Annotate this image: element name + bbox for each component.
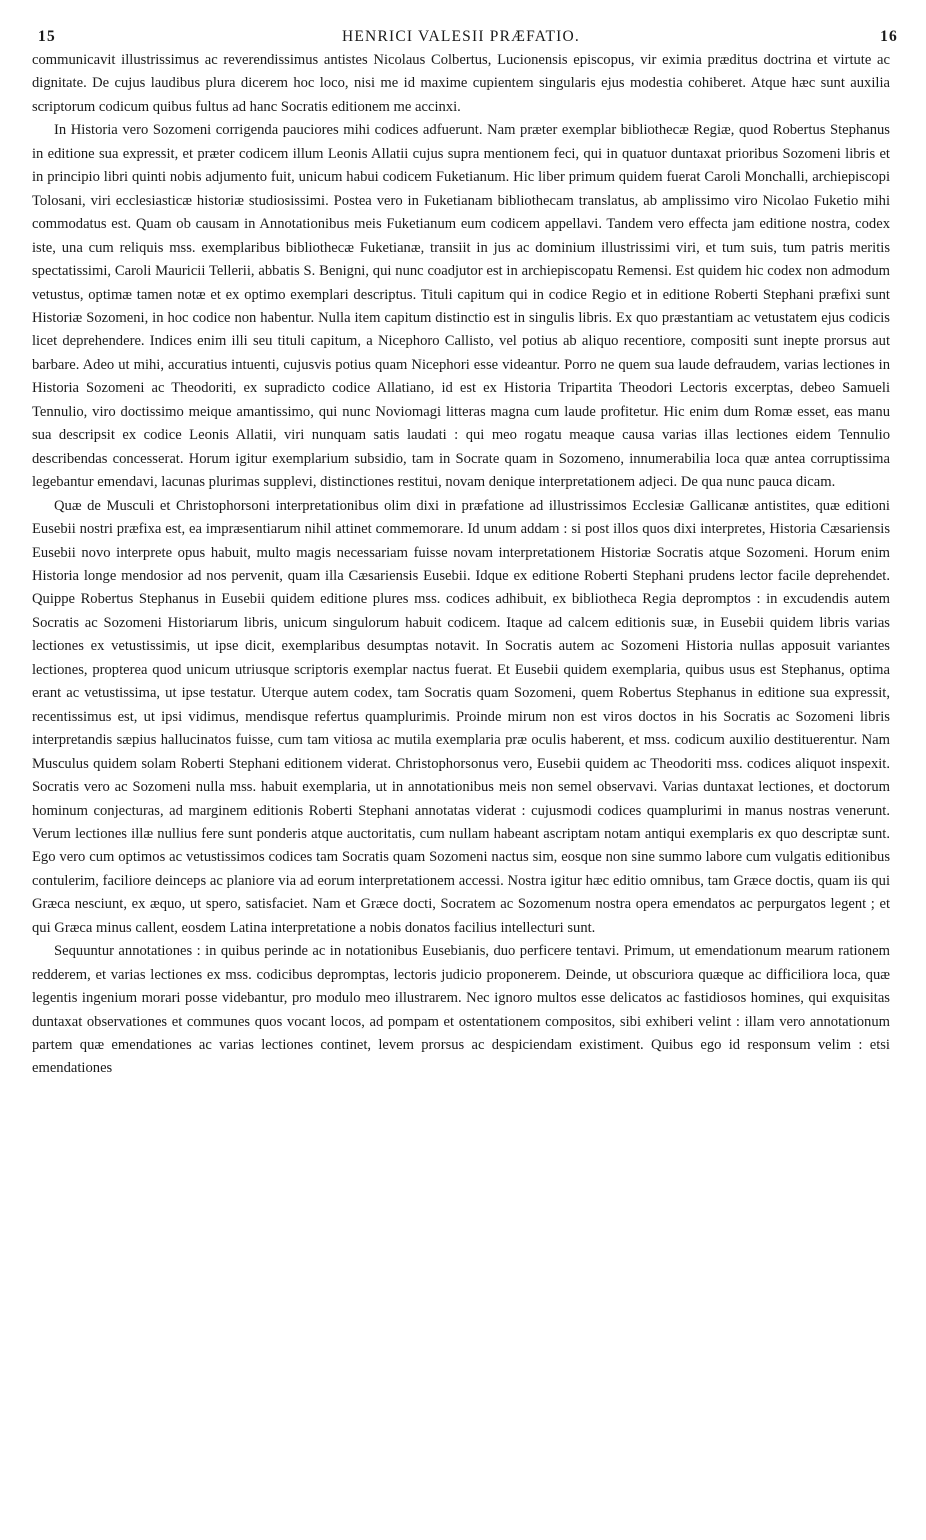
paragraph-interpretationes: Quæ de Musculi et Christophorsoni interpretationibus olim dixi in præfatione ad illustrissimos Ecclesiæ Gallicanæ antistites, quæ editioni Eusebii nostri præfixa est, ea impræsentiarum nihil attinet commemorare. Id unum addam : si post illos quos dixi interpretes, Historia Cæsariensis Eusebii novo interprete opus habuit, multo magis necessariam fuisse novam interpretationem Historiæ Socratis atque Sozomeni. Horum enim Historia longe mendosior ad nos pervenit, quam illa Cæsariensis Eusebii. Idque ex editione Roberti Stephani prudens lector facile deprehendet. Quippe Robertus Stephanus in Eusebii quidem editione plures mss. codices adhibuit, ex bibliotheca Regia depromptos : in excudendis autem Socratis ac Sozomeni Historiarum libris, unicum singulorum habuit codicem. Itaque ad calcem editionis suæ, in Eusebii quidem libris varias lectiones ex vetustissimis, ut ipse dicit, exemplaribus desumptas notavit. In Socratis autem ac Sozomeni Historia nullas apposuit variantes lectiones, propterea quod unicum utriusque scriptoris exemplar nactus fuerat. Et Eusebii quidem exemplaria, quibus usus est Stephanus, optima erant ac vetustissima, ut ipse testatur. Uterque autem codex, tam Socratis quam Sozomeni, quem Robertus Stephanus in editione sua expressit, recentissimus est, ut ipsi vidimus, mendisque refertus quamplurimis. Proinde mirum non est viros doctos in his Socratis ac Sozomeni libris interpretandis sæpius hallucinatos fuisse, cum tam vitiosa ac mutila exemplaria præ oculis haberent, et mss. codicum auxilio destituerentur. Nam Musculus quidem solam Roberti Stephani editionem viderat. Christophorsonus vero, Eusebii quidem ac Theodoriti mss. codices aliquot inspexit. Socratis vero ac Sozomeni nulla mss. habuit exemplaria, ut in annotationibus meis non semel observavi. Varias duntaxat lectiones, et doctorum hominum conjecturas, ad marginem editionis Roberti Stephani annotatas viderat : cujusmodi codices quamplurimi in manus nostras venerunt. Verum lectiones illæ nullius fere sunt ponderis atque auctoritatis, cum nullam habeant ascriptam notam antiqui exemplaris ex quo descriptæ sunt. Ego vero cum optimos ac vetustissimos codices tam Socratis quam Sozomeni nactus sim, eosque non sine summo labore cum vulgatis editionibus contulerim, faciliore deinceps ac planiore via ad eorum interpretationem accessi. Nostra igitur hæc editio omnibus, tam Græce doctis, quam iis qui Græca nesciunt, ex æquo, ut spero, satisfaciet. Nam et Græce docti, Socratem ac Sozomenum nostra opera emendatos ac perpurgatos legent ; et qui Græca minus callent, eosdem Latina interpretatione a nobis donatos facilius intellecturi sunt. bbox=[32, 497, 890, 936]
paragraph-sozomenus-codices: In Historia vero Sozomeni corrigenda pauciores mihi codices adfuerunt. Nam præter exemplar bibliothecæ Regiæ, quod Robertus Stephanus in editione sua expressit, et præter codicem illum Leonis Allatii cujus supra mentionem feci, qui in quatuor duntaxat prioribus Sozomeni libris et in principio libri quinti nobis adjumento fuit, unicum habui codicem Fuketianum. Hic liber primum quidem fuerat Caroli Monchalli, archiepiscopi Tolosani, viri ecclesiasticæ historiæ studiosissimi. Postea vero in Fuketianam bibliothecam translatus, ab amplissimo viro Nicolao Fuketio mihi commodatus est. Quam ob causam in Annotationibus meis Fuketianum eum codicem appellavi. Tandem vero effecta jam editione nostra, codex iste, una cum reliquis mss. exemplaribus bibliothecæ Fuketianæ, transiit in jus ac dominium illustrissimi viri, et tum suis, tum patris meritis spectatissimi, Caroli Mauricii Tellerii, abbatis S. Benigni, qui nunc coadjutor est in archiepiscopatu Remensi. Est quidem hic codex non admodum vetustus, optimæ tamen notæ et ex optimo exemplari descriptus. Tituli capitum qui in codice Regio et in editione Roberti Stephani præfixi sunt Historiæ Sozomeni, in hoc codice non habentur. Nulla item capitum distinctio est in singulis libris. Ex quo præstantiam ac vetustatem ejus codicis licet deprehendere. Indices enim illi seu tituli capitum, a Nicephoro Callisto, vel potius ab aliquo recentiore, compositi sunt inepte prorsus aut barbare. Adeo ut mihi, accuratius intuenti, cujusvis potius quam Nicephori esse videantur. Porro ne quem sua laude defraudem, varias lectiones in Historia Sozomeni ac Theodoriti, ex supradicto codice Allatiano, id est ex Historia Tripartita Theodori Lectoris excerptas, debeo Samueli Tennulio, viro doctissimo meique amantissimo, qui nunc Noviomagi litteras magna cum laude profitetur. Hic enim dum Romæ esset, eas manu sua descripsit ex codice Leonis Allatii, viri nunquam satis laudati : qui meo rogatu meaque causa varias illas lectiones eidem Tennulio describendas concesserat. Horum igitur exemplarium subsidio, tam in Socrate quam in Sozomeno, innumerabilia loca quæ antea corruptissima legebantur emendavi, lacunas plurimas supplevi, distinctiones restitui, novam denique interpretationem adjeci. De qua nunc pauca dicam. bbox=[32, 122, 890, 491]
page-number-left: 15 bbox=[38, 28, 56, 45]
running-head bbox=[32, 28, 898, 52]
running-title: HENRICI VALESII PRÆFATIO. bbox=[342, 28, 580, 45]
page-number-right: 16 bbox=[880, 28, 898, 45]
paragraph-continuation: communicavit illustrissimus ac reverendissimus antistes Nicolaus Colbertus, Lucionensis episcopus, vir eximia præditus doctrina et virtute ac dignitate. De cujus laudibus plura dicerem hoc loco, nisi me id maxime cupientem singularis ejus modestia cohiberet. Atque hæc sunt auxilia scriptorum codicum quibus fultus ad hanc Socratis editionem me accinxi. bbox=[32, 52, 890, 115]
paragraph-annotationes: Sequuntur annotationes : in quibus perinde ac in notationibus Eusebianis, duo perficere tentavi. Primum, ut emendationum mearum rationem redderem, et varias lectiones ex mss. codicibus depromptas, lectoris judicio proponerem. Deinde, ut obscuriora quæque ac difficiliora loca, quæ legentis ingenium morari posse videbantur, pro modulo meo illustrarem. Nec ignoro multos esse delicatos ac fastidiosos homines, qui exquisitas duntaxat observationes et communes quos vocant locos, ad pompam et ostentationem compositos, sibi exhiberi velint : illam vero annotationum partem quæ emendationes ac varias lectiones continet, levem prorsus ac despiciendam existiment. Quibus ego id responsum velim : etsi emendationes bbox=[32, 943, 890, 1077]
page bbox=[32, 28, 898, 1081]
body-text bbox=[32, 49, 890, 1081]
